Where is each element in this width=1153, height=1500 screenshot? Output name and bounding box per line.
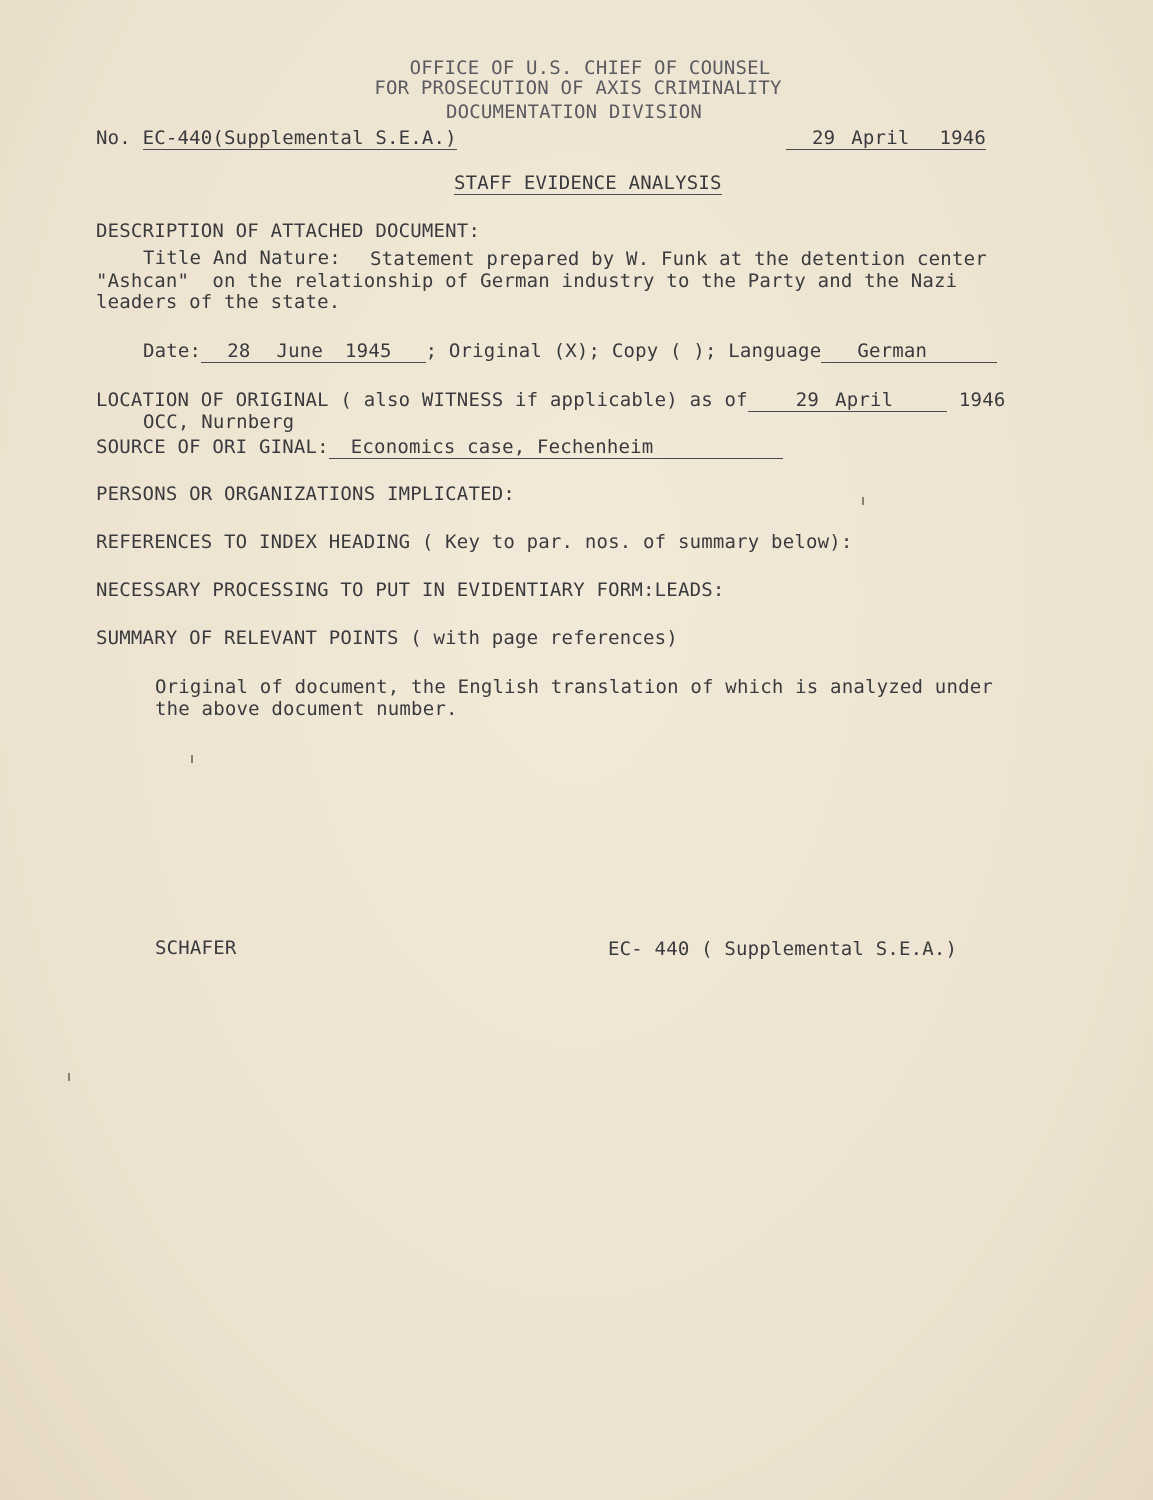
date-row bbox=[143, 340, 997, 363]
doc-number-row bbox=[96, 127, 457, 150]
date-label: Date: bbox=[143, 340, 202, 362]
title-nature-line-1: Statement prepared by W. Funk at the detention center bbox=[370, 248, 987, 270]
summary-line-1: Original of document, the English translation of which is analyzed under bbox=[155, 676, 994, 698]
doc-date-month: April bbox=[835, 127, 939, 150]
source-label: SOURCE OF ORI GINAL: bbox=[96, 436, 329, 458]
date-month: June bbox=[276, 340, 345, 363]
date-day: 28 bbox=[201, 340, 276, 363]
description-heading: DESCRIPTION OF ATTACHED DOCUMENT: bbox=[96, 220, 481, 242]
source-row bbox=[96, 436, 783, 459]
summary-heading: SUMMARY OF RELEVANT POINTS ( with page references) bbox=[96, 627, 678, 649]
page-title: STAFF EVIDENCE ANALYSIS bbox=[454, 172, 722, 194]
doc-number-label: No. bbox=[96, 127, 131, 149]
header-line-3: DOCUMENTATION DIVISION bbox=[445, 101, 703, 123]
location-year: 1946 bbox=[958, 389, 1006, 411]
necessary-processing: NECESSARY PROCESSING TO PUT IN EVIDENTIARY FORM:LEADS: bbox=[96, 579, 725, 601]
language-value: German bbox=[821, 340, 997, 363]
location-label: LOCATION OF ORIGINAL ( also WITNESS if applicable) as of bbox=[96, 389, 748, 411]
title-nature-label: Title And Nature: bbox=[143, 247, 341, 269]
header-line-1: OFFICE OF U.S. CHIEF OF COUNSEL bbox=[409, 57, 771, 79]
doc-date bbox=[786, 127, 986, 150]
location-day: 29 bbox=[748, 389, 835, 412]
header-line-2: FOR PROSECUTION OF AXIS CRIMINALITY bbox=[374, 77, 782, 99]
paper-speck bbox=[68, 1073, 70, 1081]
location-month: April bbox=[835, 389, 947, 412]
date-year: 1945 bbox=[345, 340, 426, 363]
title-nature-line-3: leaders of the state. bbox=[96, 291, 341, 313]
doc-number-value: EC-440(Supplemental S.E.A.) bbox=[142, 127, 457, 149]
index-references: REFERENCES TO INDEX HEADING ( Key to par. nos. of summary below): bbox=[96, 531, 853, 553]
location-row bbox=[96, 389, 1005, 412]
analyst-name: SCHAFER bbox=[155, 937, 237, 959]
paper-speck bbox=[862, 497, 864, 505]
footer-doc-reference: EC- 440 ( Supplemental S.E.A.) bbox=[608, 938, 958, 960]
location-place: OCC, Nurnberg bbox=[143, 411, 295, 433]
doc-date-year: 1946 bbox=[939, 127, 987, 149]
original-copy-language: ; Original (X); Copy ( ); Language bbox=[425, 340, 822, 362]
summary-line-2: the above document number. bbox=[155, 698, 458, 720]
paper-speck bbox=[191, 755, 193, 763]
doc-date-day: 29 bbox=[786, 127, 835, 150]
persons-implicated: PERSONS OR ORGANIZATIONS IMPLICATED: bbox=[96, 483, 516, 505]
source-value: Economics case, Fechenheim bbox=[329, 436, 784, 459]
title-nature-line-2: "Ashcan" on the relationship of German industry to the Party and the Nazi bbox=[96, 270, 958, 292]
